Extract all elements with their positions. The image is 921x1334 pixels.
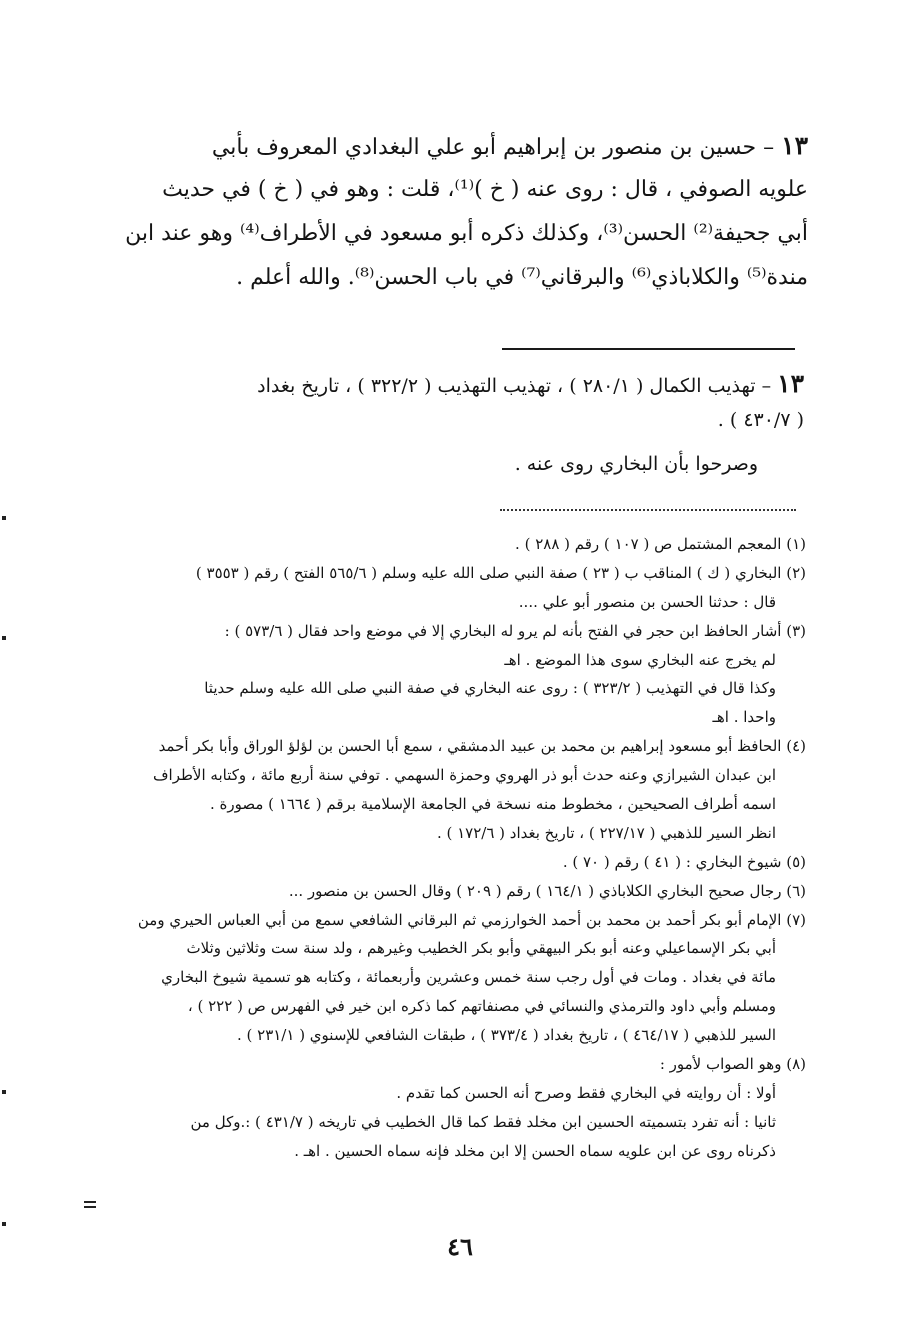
translation-line-2: ( ٤٣٠/٧ ) .: [717, 409, 804, 431]
footnote-2: (٢) البخاري ( ك ) المناقب ب ( ٢٣ ) صفة النبي صلى الله عليه وسلم ( ٥٦٥/٦ الفتح ) رقم ( ٣٥٥٣ ) قال : حدثنا الحسن بن منصور أبو علي ....: [195, 563, 806, 611]
entry-line-2: علويه الصوفي ، قال : روى عنه ( خ )⁽¹⁾، قلت : وهو في ( خ ) في حديث: [162, 177, 808, 202]
biography-entry: [96, 124, 808, 300]
entry-number: ١٣: [781, 131, 808, 160]
scan-mark: [2, 516, 6, 520]
entry-line-4: مندة⁽⁵⁾ والكلاباذي⁽⁶⁾ والبرقاني⁽⁷⁾ في باب الحسن⁽⁸⁾. والله أعلم .: [236, 265, 808, 290]
footnotes: [100, 530, 806, 1166]
scan-mark: [84, 1206, 96, 1208]
footnote-4: (٤) الحافظ أبو مسعود إبراهيم بن محمد بن عبيد الدمشقي ، سمع أبا الحسن بن لؤلؤ الوراق وأبا بكر أحمد ابن عبدان الشيرازي وعنه حدث أبو ذر الهروي وحمزة السهمي . توفي سنة أربع مائة ، وكتابه الأطراف اسمه أطراف الصحيحين ، مخطوط منه نسخة في الجامعة الإسلامية برقم ( ١٦٦٤ ) مصورة . انظر السير للذهبي ( ٢٢٧/١٧ ) ، تاريخ بغداد ( ١٧٢/٦ ) .: [153, 737, 806, 842]
footnote-7: (٧) الإمام أبو بكر أحمد بن محمد بن أحمد الخوارزمي ثم البرقاني الشافعي سمع من أبي العباس الحيري ومن أبي بكر الإسماعيلي وعنه أبو بكر البيهقي وأبو بكر الخطيب وغيرهم ، ولد سنة ست وثلاثين وثلاث مائة في بغداد . ومات في أول رجب سنة خمس وعشرين وأربعمائة ، وكتابه هو تسمية شيوخ البخاري ومسلم وأبي داود والترمذي والنسائي في مصنفاتهم كما ذكره ابن خير في الفهرس ص ( ٢٢٢ ) ، السير للذهبي ( ٤٦٤/١٧ ) ، تاريخ بغداد ( ٣٧٣/٤ ) ، طبقات الشافعي للإسنوي ( ٢٣١/١ ) .: [137, 910, 806, 1045]
footnote-1: (١) المعجم المشتمل ص ( ١٠٧ ) رقم ( ٢٨٨ ) .: [515, 535, 806, 553]
entry-line-3: أبي جحيفة⁽²⁾ الحسن⁽³⁾، وكذلك ذكره أبو مسعود في الأطراف⁽⁴⁾ وهو عند ابن: [125, 221, 808, 246]
translation-line-1: ١٣ – تهذيب الكمال ( ٢٨٠/١ ) ، تهذيب التهذيب ( ٣٢٢/٢ ) ، تاريخ بغداد: [257, 369, 804, 398]
footnote-8: (٨) وهو الصواب لأمور : أولا : أن روايته في البخاري فقط وصرح أنه الحسن كما تقدم . ثانيا : أنه تفرد بتسميته الحسين ابن مخلد فقط كما قال الخطيب في تاريخه ( ٤٣١/٧ ) :.وكل من ذكرناه روى عن ابن علويه سماه الحسن إلا ابن مخلد فإنه سماه الحسين . اهـ .: [190, 1055, 806, 1160]
entry-line-1: ١٣ – حسين بن منصور بن إبراهيم أبو علي البغدادي المعروف بأبي: [211, 131, 808, 160]
scan-mark: [84, 1201, 96, 1203]
translation-line-3: وصرحوا بأن البخاري روى عنه .: [514, 453, 758, 475]
footnote-divider: [500, 509, 796, 511]
footnote-6: (٦) رجال صحيح البخاري الكلاباذي ( ١٦٤/١ ) رقم ( ٢٠٩ ) وقال الحسن بن منصور ...: [288, 881, 806, 900]
scan-mark: [2, 1090, 6, 1094]
scan-mark: [2, 636, 6, 640]
translation-number: ١٣: [777, 369, 804, 398]
section-divider: [502, 348, 795, 350]
page-number: ٤٦: [447, 1232, 473, 1261]
scan-mark: [2, 1222, 6, 1226]
translation-note: [100, 366, 804, 482]
footnote-5: (٥) شيوخ البخاري : ( ٤١ ) رقم ( ٧٠ ) .: [562, 852, 806, 871]
footnote-3: (٣) أشار الحافظ ابن حجر في الفتح بأنه لم يرو له البخاري إلا في موضع واحد فقال ( ٥٧٣/٦ ) : لم يخرج عنه البخاري سوى هذا الموضع . اهـ وكذا قال في التهذيب ( ٣٢٣/٢ ) : روى عنه البخاري في صفة النبي صلى الله عليه وسلم حديثا واحدا . اهـ: [204, 621, 806, 727]
